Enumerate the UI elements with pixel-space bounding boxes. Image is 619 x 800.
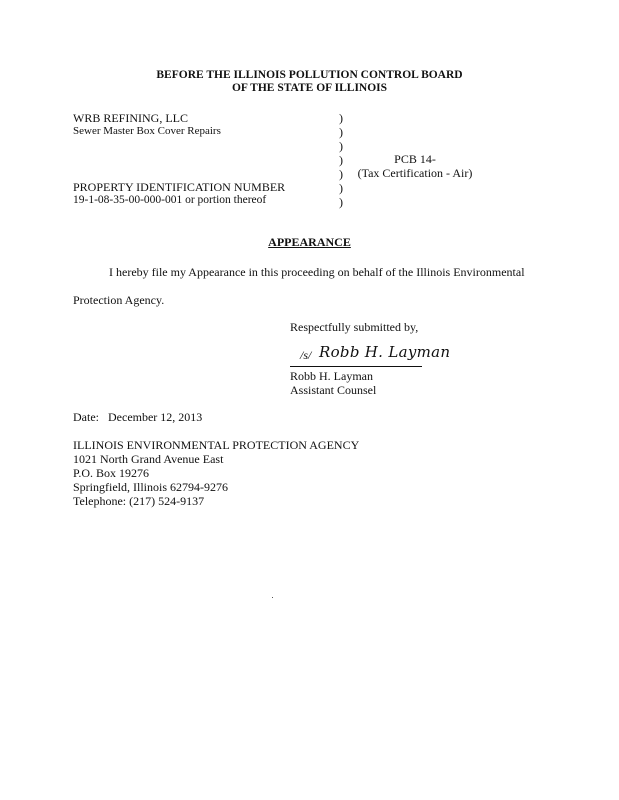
agency-phone: Telephone: (217) 524-9137 [73, 494, 205, 508]
caption-paren: ) [339, 181, 343, 195]
closing: Respectfully submitted by, [290, 320, 419, 334]
signature-prefix: /s/ [300, 348, 312, 362]
caption-paren: ) [339, 195, 343, 209]
agency-street: 1021 North Grand Avenue East [73, 452, 224, 466]
date-label: Date: [73, 410, 99, 424]
caption-paren: ) [339, 139, 343, 153]
party-name: WRB REFINING, LLC [73, 111, 188, 125]
pin-label: PROPERTY IDENTIFICATION NUMBER [73, 180, 286, 194]
caption-paren: ) [339, 153, 343, 167]
signature-script: Robb H. Layman [319, 343, 451, 361]
court-heading-line1: BEFORE THE ILLINOIS POLLUTION CONTROL BOARD [156, 69, 463, 81]
document-title: APPEARANCE [268, 235, 351, 249]
body-line-2: Protection Agency. [73, 293, 165, 307]
caption-paren: ) [339, 111, 343, 125]
agency-name: ILLINOIS ENVIRONMENTAL PROTECTION AGENCY [73, 438, 360, 452]
pin-value: 19-1-08-35-00-000-001 or portion thereof [73, 194, 267, 206]
agency-po-box: P.O. Box 19276 [73, 466, 150, 480]
body-line-1: I hereby file my Appearance in this proceeding on behalf of the Illinois Environmental [109, 265, 525, 279]
signer-title: Assistant Counsel [290, 383, 377, 397]
signer-name: Robb H. Layman [290, 369, 373, 383]
signature-line [290, 366, 422, 367]
caption-paren: ) [339, 125, 343, 139]
case-number: PCB 14- [394, 152, 436, 166]
agency-city: Springfield, Illinois 62794-9276 [73, 480, 228, 494]
date-value: December 12, 2013 [108, 410, 203, 424]
caption-paren: ) [339, 167, 343, 181]
project-description: Sewer Master Box Cover Repairs [73, 125, 221, 137]
case-type: (Tax Certification - Air) [357, 166, 473, 180]
court-heading-line2: OF THE STATE OF ILLINOIS [231, 82, 388, 94]
scan-speck [272, 597, 273, 598]
